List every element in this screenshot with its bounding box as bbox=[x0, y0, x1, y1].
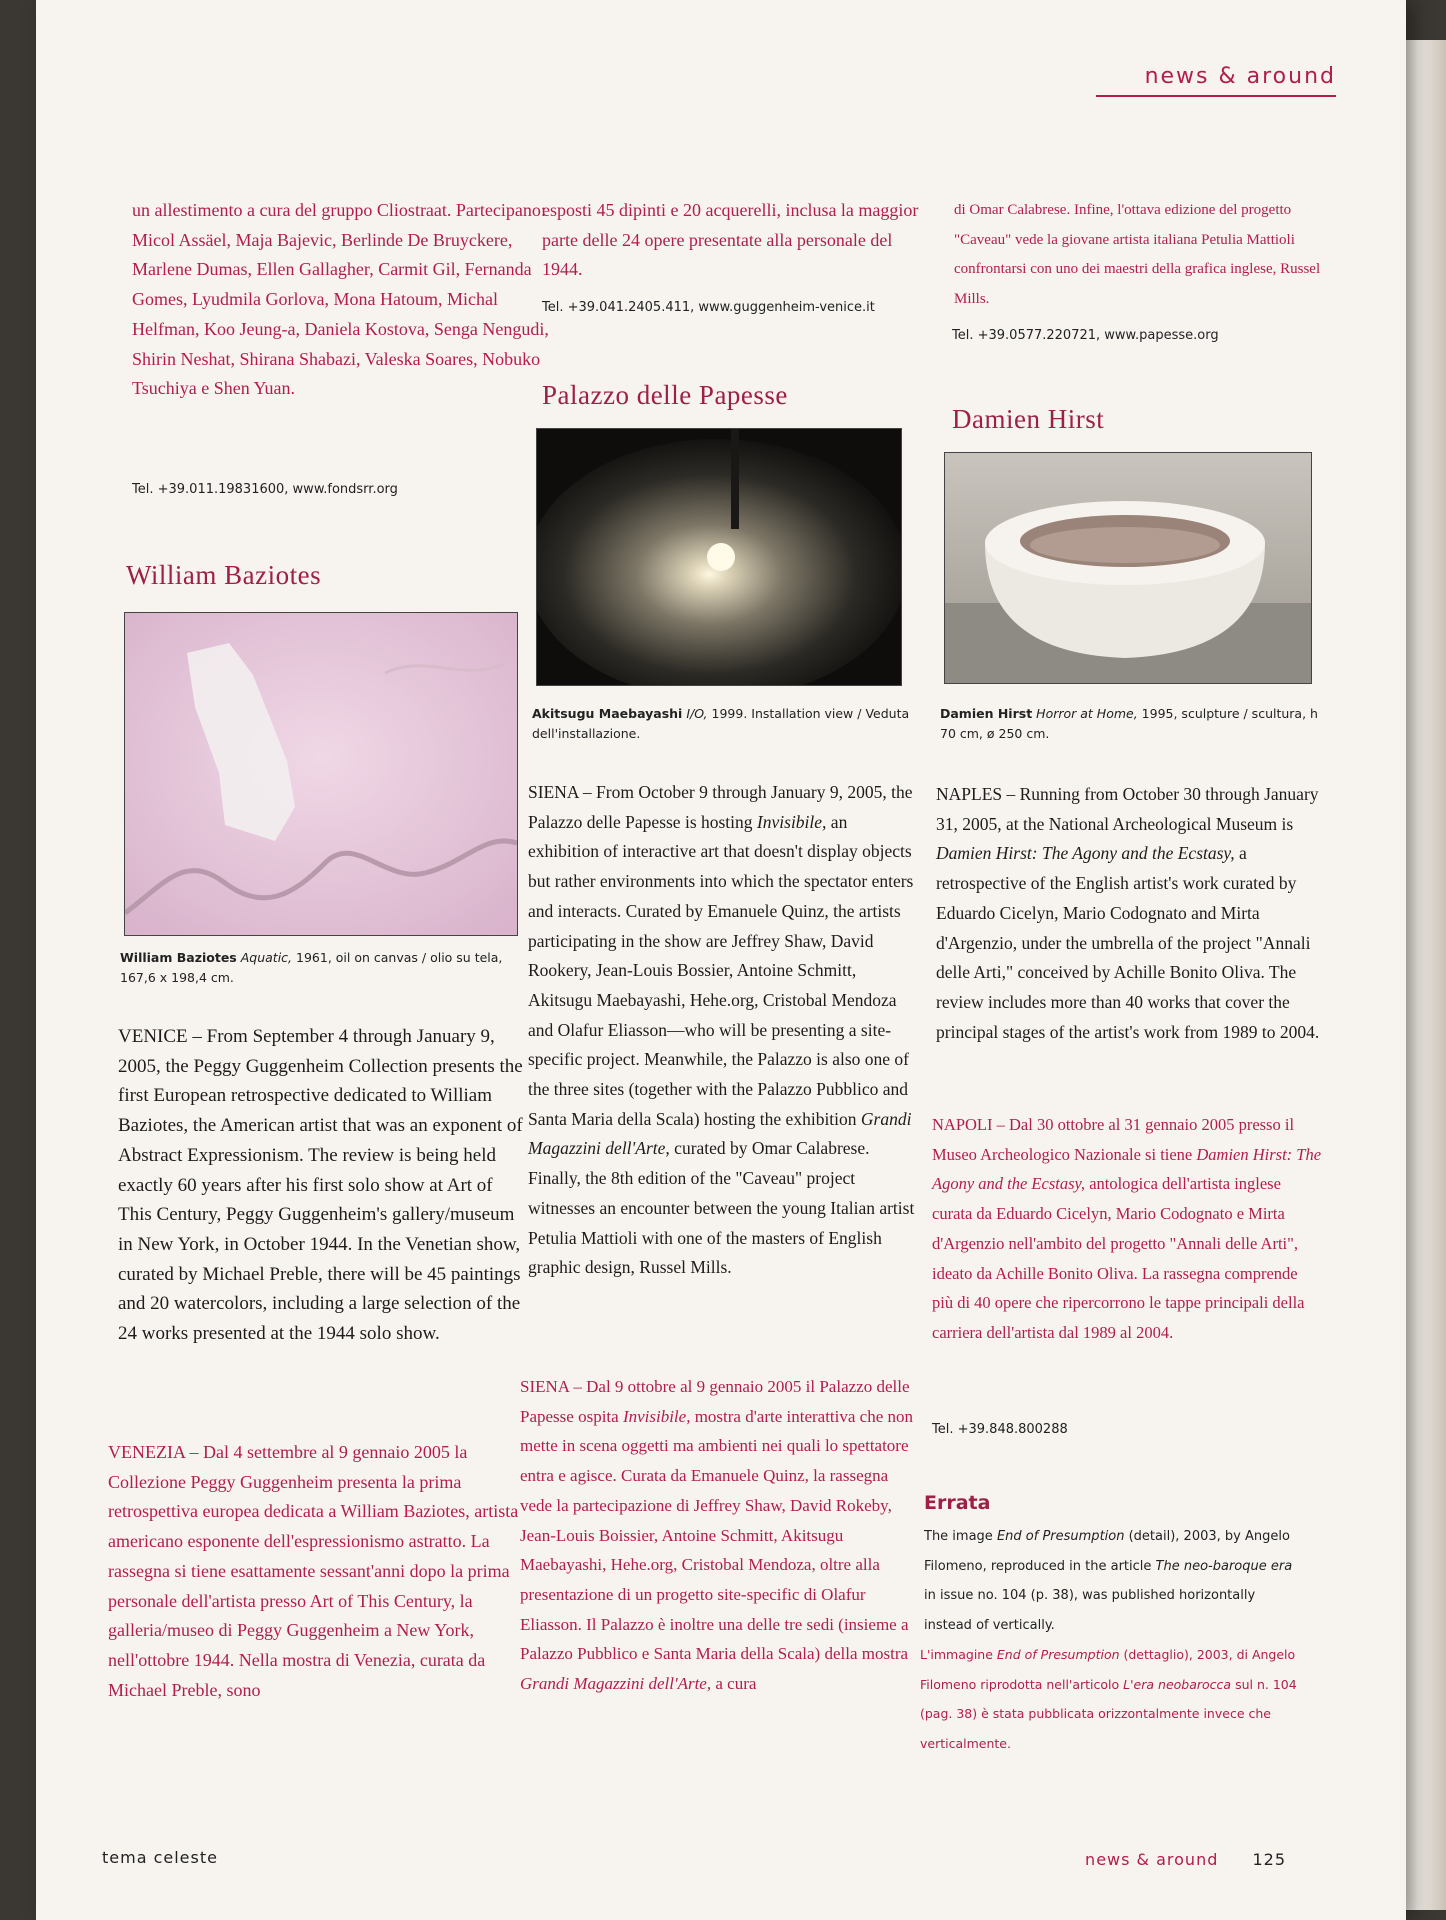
artwork-image bbox=[944, 452, 1312, 684]
body-italian: SIENA – Dal 9 ottobre al 9 gennaio 2005 il Palazzo delle Papesse ospita Invisibile, mostra d'arte interattiva che non mette in scena oggetti ma ambienti nei quali lo spettatore entra e agisce. Curata da Emanuele Quinz, la rassegna vede la partecipazione di Jeffrey Shaw, David Rokeby, Jean-Louis Boissier, Antoine Schmitt, Akitsugu Maebayashi, Hehe.org, Cristobal Mendoza, oltre alla presentazione di un progetto site-specific di Olafur Eliasson. Il Palazzo è inoltre una delle tre sedi (insieme a Palazzo Pubblico e Santa Maria della Scala) della mostra Grandi Magazzini dell'Arte, a cura bbox=[520, 1377, 914, 1694]
aquatic-painting bbox=[125, 613, 517, 935]
artwork-image bbox=[124, 612, 518, 936]
body-italian: NAPOLI – Dal 30 ottobre al 31 gennaio 2005 presso il Museo Archeologico Nazionale si tiene Damien Hirst: The Agony and the Ecstasy, antologica dell'artista inglese curata da Eduardo Cicelyn, Mario Codognato e Mirta d'Argenzio nell'ambito del progetto "Annali delle Arti", ideato da Achille Bonito Oliva. La rassegna comprende più di 40 opere che ripercorrono le tappe principali della carriera dell'artista dal 1989 al 2004. bbox=[932, 1115, 1322, 1342]
body-english: NAPLES – Running from October 30 through January 31, 2005, at the National Archeological Museum is Damien Hirst: The Agony and the Ecstasy, a retrospective of the English artist's work curated by Eduardo Cicelyn, Mario Codognato and Mirta d'Argenzio, under the umbrella of the project "Annali delle Arti," conceived by Achille Bonito Oliva. The review includes more than 40 works that cover the principal stages of the artist's work from 1989 to 2004. bbox=[936, 784, 1320, 1042]
section-title: Palazzo delle Papesse bbox=[542, 380, 788, 410]
footer-section: news & around bbox=[1085, 1850, 1219, 1869]
errata-title: Errata bbox=[924, 1492, 991, 1514]
errata-italian: L'immagine End of Presumption (dettaglio), 2003, di Angelo Filomeno riprodotta nell'articolo L'era neobarocca sul n. 104 (pag. 38) è stata pubblicata orizzontalmente invece che verticalmente. bbox=[920, 1647, 1297, 1751]
intro-tel: Tel. +39.041.2405.411, www.guggenheim-venice.it bbox=[542, 300, 875, 315]
body-italian: VENEZIA – Dal 4 settembre al 9 gennaio 2005 la Collezione Peggy Guggenheim presenta la prima retrospettiva europea dedicata a William Baziotes, artista americano esponente dell'espressionismo astratto. La rassegna si tiene esattamente sessant'anni dopo la prima personale dell'artista presso Art of This Century, la galleria/museo di Peggy Guggenheim a New York, nell'ottobre 1944. Nella mostra di Venezia, curata da Michael Preble, sono bbox=[108, 1442, 519, 1700]
artwork-image bbox=[536, 428, 902, 686]
artwork-caption: Damien Hirst Horror at Home, 1995, sculpture / scultura, h 70 cm, ø 250 cm. bbox=[940, 706, 1318, 741]
artwork-caption: William Baziotes Aquatic, 1961, oil on canvas / olio su tela, 167,6 x 198,4 cm. bbox=[120, 950, 503, 985]
body-english: VENICE – From September 4 through January 9, 2005, the Peggy Guggenheim Collection presents the first European retrospective dedicated to William Baziotes, the American artist that was an exponent of Abstract Expressionism. The review is being held exactly 60 years after his first solo show at Art of This Century, Peggy Guggenheim's gallery/museum in New York, in October 1944. In the Venetian show, curated by Michael Preble, there will be 45 paintings and 20 watercolors, including a large selection of the 24 works presented at the 1944 solo show. bbox=[118, 1026, 523, 1345]
intro-text: esposti 45 dipinti e 20 acquerelli, inclusa la maggior parte delle 24 opere presentate alla personale del 1944. bbox=[542, 200, 919, 280]
page-footer bbox=[1085, 1850, 1286, 1869]
artwork-caption: Akitsugu Maebayashi I/O, 1999. Installation view / Veduta dell'installazione. bbox=[532, 706, 910, 741]
ashtray-sculpture-photo bbox=[945, 453, 1311, 683]
intro-tel: Tel. +39.0577.220721, www.papesse.org bbox=[952, 328, 1219, 343]
magazine-page bbox=[36, 0, 1406, 1920]
magazine-name: tema celeste bbox=[102, 1848, 218, 1867]
intro-tel: Tel. +39.011.19831600, www.fondsrr.org bbox=[132, 482, 398, 497]
section-title: William Baziotes bbox=[126, 560, 322, 590]
intro-text: di Omar Calabrese. Infine, l'ottava edizione del progetto "Caveau" vede la giovane artista italiana Petulia Mattioli confrontarsi con uno dei maestri della grafica inglese, Russel Mills. bbox=[954, 202, 1321, 307]
intro-text: un allestimento a cura del gruppo Cliostraat. Partecipano: Micol Assäel, Maja Bajevic, Berlinde De Bruyckere, Marlene Dumas, Ellen Gallagher, Carmit Gil, Fernanda Gomes, Lyudmila Gorlova, Mona Hatoum, Michal Helfman, Koo Jeung-a, Daniela Kostova, Senga Nengudi, Shirin Neshat, Shirana Shabazi, Valeska Soares, Nobuko Tsuchiya e Shen Yuan. bbox=[132, 200, 549, 399]
page-number: 125 bbox=[1252, 1850, 1286, 1869]
errata-english: The image End of Presumption (detail), 2003, by Angelo Filomeno, reproduced in the article The neo-baroque era in issue no. 104 (p. 38), was published horizontally instead of vertically. bbox=[924, 1529, 1293, 1633]
section-header: news & around bbox=[1096, 64, 1336, 97]
body-english: SIENA – From October 9 through January 9, 2005, the Palazzo delle Papesse is hosting Invisibile, an exhibition of interactive art that doesn't display objects but rather environments into which the spectator enters and interacts. Curated by Emanuele Quinz, the artists participating in the show are Jeffrey Shaw, David Rookery, Jean-Louis Bossier, Antoine Schmitt, Akitsugu Maebayashi, Hehe.org, Cristobal Mendoza and Olafur Eliasson—who will be presenting a site-specific project. Meanwhile, the Palazzo is also one of the three sites (together with the Palazzo Pubblico and Santa Maria della Scala) hosting the exhibition Grandi Magazzini dell'Arte, curated by Omar Calabrese. Finally, the 8th edition of the "Caveau" project witnesses an encounter between the young Italian artist Petulia Mattioli with one of the masters of English graphic design, Russel Mills. bbox=[528, 782, 915, 1278]
installation-photo bbox=[537, 429, 901, 685]
closing-tel: Tel. +39.848.800288 bbox=[932, 1422, 1068, 1437]
section-title: Damien Hirst bbox=[952, 404, 1105, 434]
